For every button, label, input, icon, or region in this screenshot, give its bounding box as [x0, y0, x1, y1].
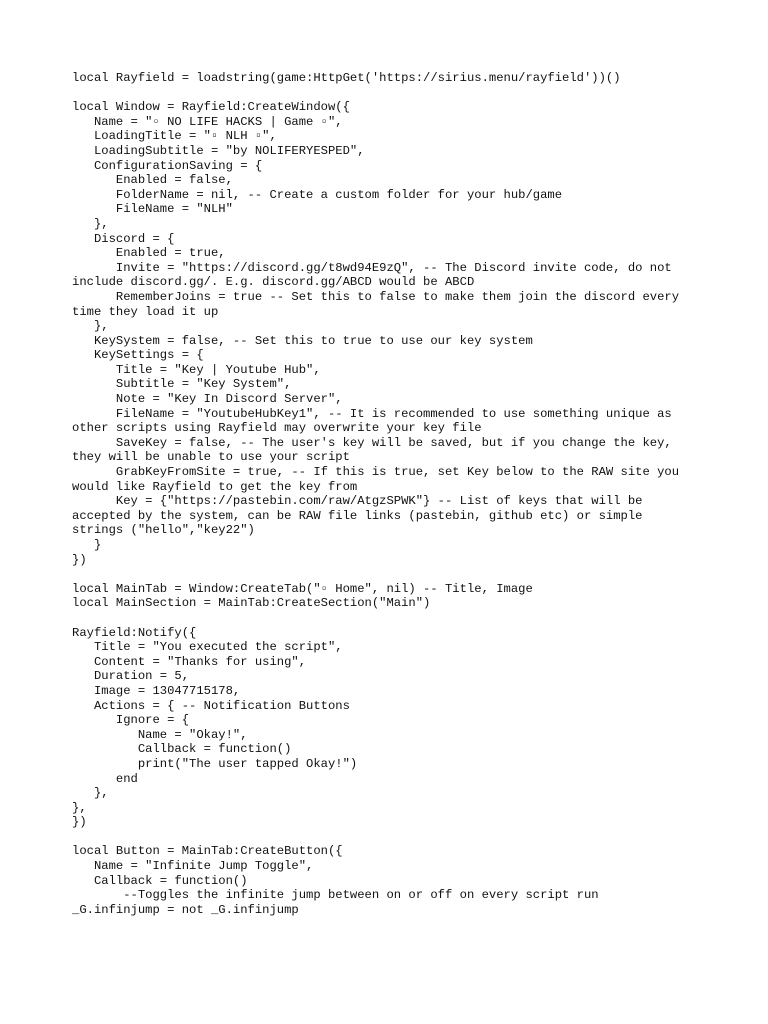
code-line: }) — [72, 552, 87, 567]
code-line: print("The user tapped Okay!") — [72, 756, 358, 771]
code-line: LoadingTitle = "▫ NLH ▫", — [72, 129, 277, 144]
code-line — [72, 86, 702, 101]
code-line: local MainSection = MainTab:CreateSection("Main") — [72, 596, 431, 611]
code-line: _G.infinjump = not _G.infinjump — [72, 902, 299, 917]
code-line: FolderName = nil, -- Create a custom folder for your hub/game — [72, 187, 563, 202]
code-line: accepted by the system, can be RAW file links (pastebin, github etc) or simple — [72, 508, 643, 523]
code-line: other scripts using Rayfield may overwrite your key file — [72, 421, 482, 436]
code-line: Actions = { -- Notification Buttons — [72, 698, 350, 713]
code-line: strings ("hello","key22") — [72, 523, 255, 538]
code-line: KeySettings = { — [72, 348, 204, 363]
code-line: Key = {"https://pastebin.com/raw/AtgzSPWK"} -- List of keys that will be — [72, 494, 643, 509]
code-line: Image = 13047715178, — [72, 683, 241, 698]
code-line: Subtitle = "Key System", — [72, 377, 292, 392]
code-line: local Rayfield = loadstring(game:HttpGet('https://sirius.menu/rayfield'))() — [72, 71, 621, 85]
code-line: Name = "Okay!", — [72, 727, 248, 742]
code-line: include discord.gg/. E.g. discord.gg/ABCD would be ABCD — [72, 275, 475, 290]
code-line: RememberJoins = true -- Set this to false to make them join the discord every — [72, 289, 680, 304]
code-line: } — [72, 538, 102, 552]
code-line: local MainTab = Window:CreateTab("▫ Home", nil) -- Title, Image — [72, 581, 533, 596]
code-line: Callback = function() — [72, 873, 248, 888]
code-line: SaveKey = false, -- The user's key will be saved, but if you change the key, — [72, 435, 672, 450]
code-line: Content = "Thanks for using", — [72, 654, 307, 669]
code-line: would like Rayfield to get the key from — [72, 479, 358, 494]
code-line: }) — [72, 815, 87, 830]
code-line: Name = "▫ NO LIFE HACKS | Game ▫", — [72, 114, 343, 129]
code-line: }, — [72, 786, 109, 801]
code-line: they will be unable to use your script — [72, 450, 350, 465]
code-line: }, — [72, 216, 109, 231]
code-line: Name = "Infinite Jump Toggle", — [72, 859, 314, 874]
code-line: Enabled = true, — [72, 246, 226, 261]
code-line: LoadingSubtitle = "by NOLIFERYESPED", — [72, 143, 365, 158]
code-line: Duration = 5, — [72, 669, 190, 684]
code-line: GrabKeyFromSite = true, -- If this is true, set Key below to the RAW site you — [72, 465, 680, 480]
code-line: Enabled = false, — [72, 173, 233, 188]
code-line: local Button = MainTab:CreateButton({ — [72, 844, 343, 859]
code-line: --Toggles the infinite jump between on or off on every script run — [72, 888, 599, 903]
code-line: Ignore = { — [72, 713, 190, 728]
code-text-block — [72, 71, 702, 917]
code-line — [72, 830, 702, 845]
code-line: Callback = function() — [72, 742, 292, 757]
code-line: Invite = "https://discord.gg/t8wd94E9zQ", -- The Discord invite code, do not — [72, 260, 672, 275]
code-line: local Window = Rayfield:CreateWindow({ — [72, 100, 350, 115]
code-line — [72, 611, 702, 626]
code-line: Discord = { — [72, 231, 175, 246]
code-line: KeySystem = false, -- Set this to true to use our key system — [72, 333, 533, 348]
code-line: FileName = "YoutubeHubKey1", -- It is recommended to use something unique as — [72, 406, 672, 421]
code-line: Rayfield:Notify({ — [72, 625, 197, 640]
code-line: time they load it up — [72, 304, 219, 319]
code-line — [72, 567, 702, 582]
code-line: FileName = "NLH" — [72, 202, 233, 217]
code-line: Note = "Key In Discord Server", — [72, 392, 343, 407]
code-line: Title = "You executed the script", — [72, 640, 343, 655]
code-line: ConfigurationSaving = { — [72, 158, 263, 173]
code-line: Title = "Key | Youtube Hub", — [72, 362, 321, 377]
code-line: }, — [72, 800, 87, 815]
code-line: }, — [72, 319, 109, 334]
code-line: end — [72, 771, 138, 786]
